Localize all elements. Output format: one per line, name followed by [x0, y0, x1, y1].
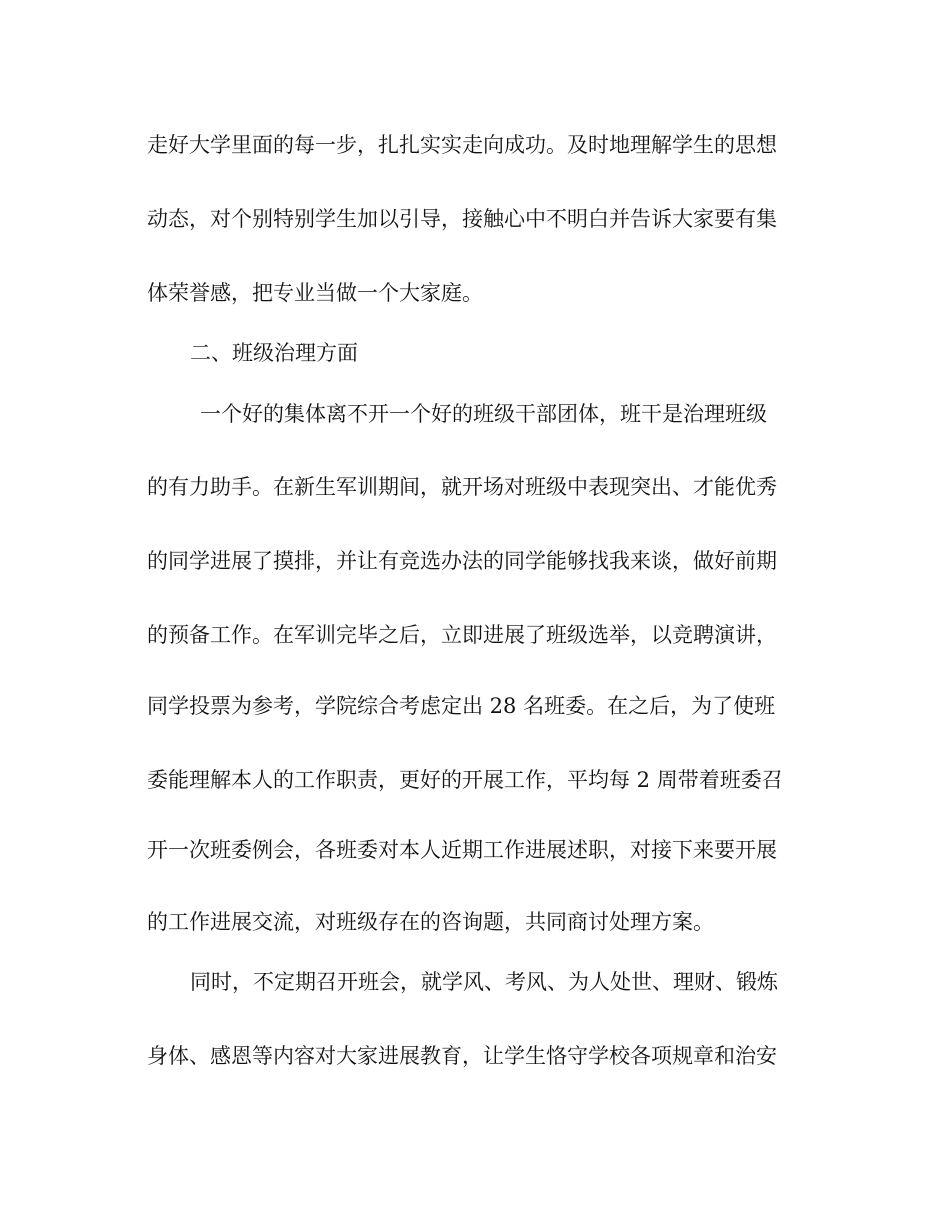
- text-line: 体荣誉感，把专业当做一个大家庭。: [147, 281, 483, 305]
- text-line: 的工作进展交流，对班级存在的咨询题，共同商讨处理方案。: [147, 910, 714, 934]
- text-line: 走好大学里面的每一步，扎扎实实走向成功。及时地理解学生的思想: [147, 133, 777, 157]
- text-line: 的同学进展了摸排，并让有竞选办法的同学能够找我来谈，做好前期: [147, 549, 777, 573]
- section-heading: 二、班级治理方面: [190, 341, 358, 365]
- text-line: 同时，不定期召开班会，就学风、考风、为人处世、理财、锻炼: [190, 970, 778, 994]
- text-line: 一个好的集体离不开一个好的班级干部团体，班干是治理班级: [200, 402, 767, 426]
- text-line: 委能理解本人的工作职责，更好的开展工作，平均每 2 周带着班委召: [147, 768, 783, 792]
- text-line: 同学投票为参考，学院综合考虑定出 28 名班委。在之后，为了使班: [147, 694, 776, 718]
- text-line: 的预备工作。在军训完毕之后，立即进展了班级选举，以竞聘演讲，: [147, 623, 777, 647]
- text-line: 的有力助手。在新生军训期间，就开场对班级中表现突出、才能优秀: [147, 475, 777, 499]
- text-line: 动态，对个别特别学生加以引导，接触心中不明白并告诉大家要有集: [147, 207, 777, 231]
- text-line: 开一次班委例会，各班委对本人近期工作进展述职，对接下来要开展: [147, 838, 777, 862]
- text-line: 身体、感恩等内容对大家进展教育，让学生恪守学校各项规章和治安: [147, 1044, 777, 1068]
